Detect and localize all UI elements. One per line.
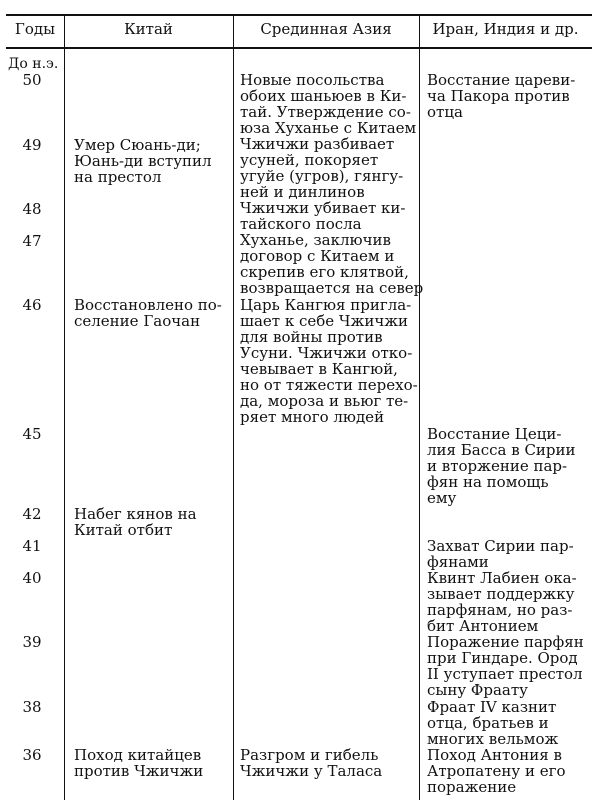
- iran-entry-36: Поход Антония в Атропатену и его поражение: [427, 746, 566, 796]
- year-46: 46: [22, 296, 42, 314]
- header-iran-india: Иран, Индия и др.: [432, 20, 579, 38]
- year-42: 42: [22, 505, 42, 523]
- header-years: Годы: [14, 20, 56, 38]
- china-entry-49: Умер Сюань-ди; Юань-ди вступил на престол: [74, 136, 212, 186]
- iran-entry-38: Фраат IV казнит отца, братьев и многих вельмож: [427, 698, 559, 748]
- iran-entry-40: Квинт Лабиен ока- зывает поддержку парфянам, но раз- бит Антонием: [427, 569, 577, 635]
- year-36: 36: [22, 746, 42, 764]
- iran-entry-50: Восстание цареви- ча Пакора против отца: [427, 71, 576, 121]
- year-48: 48: [22, 200, 42, 218]
- china-entry-46: Восстановлено по- селение Гаочан: [74, 296, 222, 330]
- era-label: До н.э.: [8, 56, 59, 72]
- iran-entry-41: Захват Сирии пар- фянами: [427, 537, 574, 571]
- iran-entry-45: Восстание Цеци- лия Басса в Сирии и вторжение пар- фян на помощь ему: [427, 425, 576, 507]
- china-entry-42: Набег кянов на Китай отбит: [74, 505, 197, 539]
- year-39: 39: [22, 633, 42, 651]
- column-divider: [64, 14, 65, 800]
- central-asia-entry-46: Царь Кангюя пригла- шает к себе Чжичжи для войны против Усуни. Чжичжи отко- чевывает в Кангюй, но от тяжести перехо- да, мороза и вьюг те- ряет много людей: [240, 296, 418, 426]
- iran-entry-39: Поражение парфян при Гиндаре. Ород II уступает престол сыну Фраату: [427, 633, 584, 699]
- header-central-asia: Срединная Азия: [260, 20, 392, 38]
- column-divider: [233, 14, 234, 800]
- china-entry-36: Поход китайцев против Чжичжи: [74, 746, 204, 780]
- year-41: 41: [22, 537, 42, 555]
- column-divider: [419, 14, 420, 800]
- year-47: 47: [22, 232, 42, 250]
- header-china: Китай: [124, 20, 173, 38]
- table-top-rule: [6, 14, 592, 16]
- year-49: 49: [22, 136, 42, 154]
- central-asia-entry-50-47: Новые посольства обоих шаньюев в Ки- тай. Утверждение со- юза Хуханье с Китаем Чжичжи разбивает усуней, покоряет угуйе (угров), гянгу- ней и динлинов Чжичжи убивает ки- тайского посла Хуханье, заключив договор с Китаем и скрепив его клятвой, возвращается на север: [240, 71, 424, 297]
- year-40: 40: [22, 569, 42, 587]
- year-45: 45: [22, 425, 42, 443]
- header-bottom-rule: [6, 47, 592, 49]
- central-asia-entry-36: Разгром и гибель Чжичжи у Таласа: [240, 746, 383, 780]
- year-50: 50: [22, 71, 42, 89]
- year-38: 38: [22, 698, 42, 716]
